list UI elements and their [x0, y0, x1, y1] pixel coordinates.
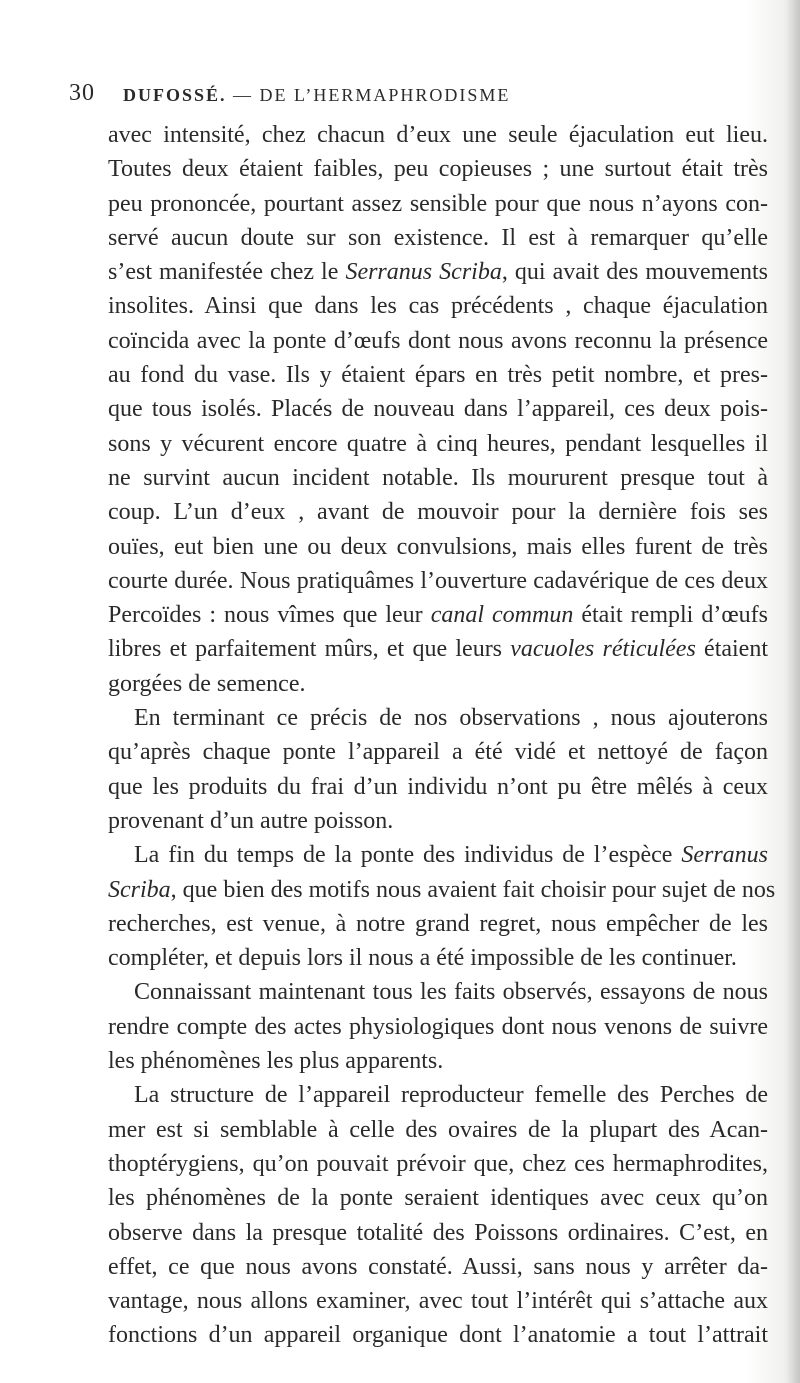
text-segment: rendre compte des actes physiologiques dont nous venons de suivre: [108, 1013, 768, 1040]
text-line: [108, 1147, 768, 1181]
running-title: [123, 85, 510, 106]
text-segment: gorgées de semence.: [108, 670, 306, 697]
text-line: [108, 564, 768, 598]
text-line: [108, 1216, 768, 1250]
text-segment: Toutes deux étaient faibles, peu copieuses ; une surtout était très: [108, 156, 768, 183]
text-segment: ne survint aucun incident notable. Ils moururent presque tout à: [108, 464, 768, 491]
text-line: [108, 324, 768, 358]
italic-text-segment: canal commun: [430, 602, 574, 629]
text-line: [108, 358, 768, 392]
text-line: [108, 392, 768, 426]
text-segment: La fin du temps de la ponte des individus de l’espèce: [134, 842, 682, 869]
text-segment: vantage, nous allons examiner, avec tout l’intérêt qui s’attache aux: [108, 1288, 768, 1315]
text-segment: que les produits du frai d’un individu n’ont pu être mêlés à ceux: [108, 773, 768, 800]
text-segment: insolites. Ainsi que dans les cas précédents , chaque éjaculation: [108, 293, 768, 320]
page-number: 30: [69, 80, 95, 106]
text-line: [108, 187, 768, 221]
text-segment: En terminant ce précis de nos observations , nous ajouterons: [134, 705, 768, 732]
text-line: [108, 118, 768, 152]
text-line: [108, 1318, 768, 1352]
text-segment: étaient: [695, 636, 769, 663]
text-segment: , que bien des motifs nous avaient fait choisir pour sujet de nos: [170, 876, 776, 903]
text-segment: les phénomènes les plus apparents.: [108, 1048, 444, 1075]
text-segment: La structure de l’appareil reproducteur femelle des Perches de: [134, 1082, 768, 1109]
text-segment: mer est si semblable à celle des ovaires de la plupart des Acan-: [108, 1116, 768, 1143]
text-line: [108, 152, 768, 186]
running-title-author: DUFOSSÉ.: [123, 85, 227, 105]
text-segment: coïncida avec la ponte d’œufs dont nous avons reconnu la présence: [108, 327, 768, 354]
text-line: [108, 495, 768, 529]
text-line: [108, 975, 768, 1009]
text-line: [108, 873, 776, 907]
text-segment: qu’après chaque ponte l’appareil a été vidé et nettoyé de façon: [108, 739, 768, 766]
text-segment: sons y vécurent encore quatre à cinq heures, pendant lesquelles il: [108, 430, 768, 457]
text-segment: peu prononcée, pourtant assez sensible pour que nous n’ayons con-: [108, 190, 768, 217]
text-segment: recherches, est venue, à notre grand regret, nous empêcher de les: [108, 910, 768, 937]
text-segment: fonctions d’un appareil organique dont l’anatomie a tout l’attrait: [108, 1322, 768, 1349]
page-edge-shadow: [786, 0, 800, 1383]
text-segment: , qui avait des mouvements: [501, 259, 768, 286]
text-segment: compléter, et depuis lors il nous a été impossible de les continuer.: [108, 945, 737, 972]
text-segment: effet, ce que nous avons constaté. Aussi, sans nous y arrêter da-: [108, 1253, 768, 1280]
text-segment: Connaissant maintenant tous les faits observés, essayons de nous: [134, 979, 768, 1006]
text-line: [108, 461, 768, 495]
text-segment: que tous isolés. Placés de nouveau dans l’appareil, ces deux pois-: [108, 396, 768, 423]
text-segment: les phénomènes de la ponte seraient identiques avec ceux qu’on: [108, 1185, 768, 1212]
text-segment: au fond du vase. Ils y étaient épars en très petit nombre, et pres-: [108, 362, 768, 389]
text-line: [108, 941, 768, 975]
text-line: [108, 838, 768, 872]
text-line: [108, 530, 768, 564]
text-segment: coup. L’un d’eux , avant de mouvoir pour la dernière fois ses: [108, 499, 768, 526]
text-segment: était rempli d’œufs: [573, 602, 768, 629]
text-segment: provenant d’un autre poisson.: [108, 807, 394, 834]
text-segment: avec intensité, chez chacun d’eux une seule éjaculation eut lieu.: [108, 122, 768, 148]
text-segment: ouïes, eut bien une ou deux convulsions, mais elles furent de très: [108, 533, 768, 560]
text-line: [108, 255, 768, 289]
text-segment: s’est manifestée chez le: [108, 259, 346, 286]
text-line: [108, 598, 768, 632]
text-line: [108, 1113, 768, 1147]
text-line: [108, 701, 768, 735]
text-line: [108, 1044, 768, 1078]
text-line: [108, 1078, 768, 1112]
text-line: [108, 1250, 768, 1284]
italic-text-segment: Serranus Scriba: [345, 259, 502, 286]
text-line: [108, 427, 768, 461]
text-line: [108, 735, 768, 769]
italic-text-segment: Serranus: [681, 842, 768, 869]
running-title-subject: — DE L’HERMAPHRODISME: [233, 85, 511, 105]
text-line: [108, 804, 768, 838]
text-segment: courte durée. Nous pratiquâmes l’ouverture cadavérique de ces deux: [108, 567, 768, 594]
text-line: [108, 1284, 768, 1318]
text-segment: observe dans la presque totalité des Poissons ordinaires. C’est, en: [108, 1219, 768, 1246]
text-line: [108, 907, 768, 941]
text-segment: Percoïdes : nous vîmes que leur: [108, 602, 431, 629]
text-line: [108, 1181, 768, 1215]
page-header: [69, 80, 769, 120]
italic-text-segment: Scriba: [108, 876, 171, 903]
text-line: [108, 632, 768, 666]
text-segment: libres et parfaitement mûrs, et que leurs: [108, 636, 511, 663]
italic-text-segment: vacuoles réticulées: [510, 636, 696, 663]
text-line: [108, 289, 768, 323]
text-line: [108, 221, 768, 255]
body-text: [108, 118, 776, 1353]
text-segment: thoptérygiens, qu’on pouvait prévoir que, chez ces hermaphrodites,: [108, 1150, 768, 1177]
text-segment: servé aucun doute sur son existence. Il est à remarquer qu’elle: [108, 224, 768, 251]
text-line: [108, 770, 768, 804]
text-line: [108, 667, 768, 701]
text-line: [108, 1010, 768, 1044]
